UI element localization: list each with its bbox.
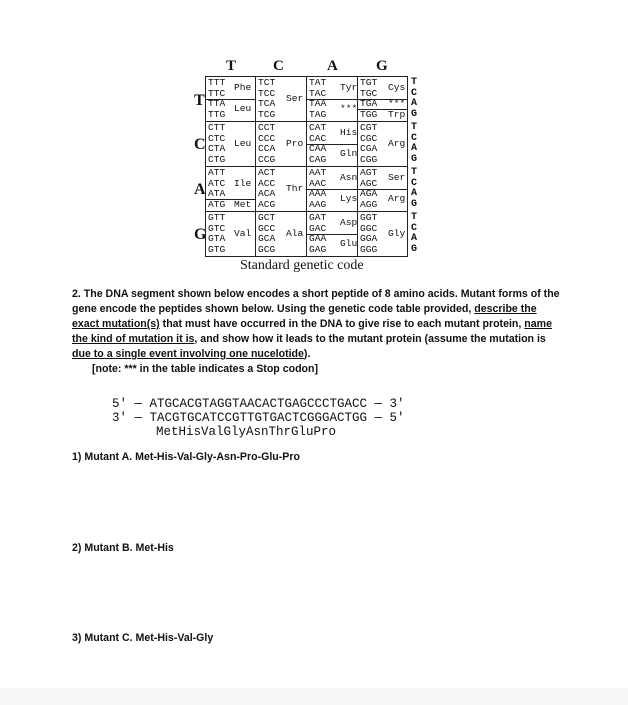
- right-base-label: A: [411, 233, 418, 244]
- table-caption: Standard genetic code: [240, 258, 364, 273]
- codon: CCA: [258, 143, 276, 154]
- amino-acid: Tyr: [340, 82, 358, 94]
- codon: CTG: [208, 153, 226, 165]
- codon: ATT: [208, 167, 226, 178]
- codon: GCC: [258, 222, 276, 234]
- left-base-label: A: [194, 181, 206, 198]
- codon-block: [358, 122, 408, 167]
- question-part2: that must have occurred in the DNA to give rise to each mutant protein,: [159, 318, 525, 330]
- codon: TGC: [360, 87, 378, 99]
- codon-block: [307, 122, 358, 167]
- amino-acid: Glu: [340, 238, 358, 250]
- amino-acid: Leu: [234, 137, 252, 149]
- codon: CAG: [309, 153, 327, 165]
- codon-block: [206, 167, 256, 212]
- codon: TCA: [258, 98, 276, 109]
- codon: TTA: [208, 98, 226, 109]
- codon: GTG: [208, 243, 226, 255]
- amino-acid: Thr: [286, 182, 304, 194]
- codon: CGT: [360, 122, 378, 133]
- codon: GGT: [360, 212, 378, 223]
- amino-acid: Asn: [340, 172, 358, 184]
- codon: TAA: [309, 98, 327, 109]
- right-base-label: A: [411, 143, 418, 154]
- mutant-c-label: 3) Mutant C. Met-His-Val-Gly: [72, 632, 214, 644]
- question-part3: , and show how it leads to the mutant protein (assume the mutation is: [194, 333, 546, 345]
- codon-block: [206, 212, 256, 257]
- codon: AAG: [309, 198, 327, 210]
- codon: AGT: [360, 167, 378, 178]
- codon-block: [358, 212, 408, 257]
- right-base-label: C: [411, 177, 418, 189]
- codon: GGG: [360, 243, 378, 255]
- codon: GGC: [360, 222, 378, 234]
- codon: AGA: [360, 188, 378, 199]
- codon: GTC: [208, 222, 226, 234]
- codon: CCT: [258, 122, 276, 133]
- codon: AAA: [309, 188, 327, 199]
- amino-acid: Arg: [388, 137, 406, 149]
- codon: TCT: [258, 77, 276, 88]
- left-base-label: G: [194, 226, 207, 243]
- right-base-label: T: [411, 167, 418, 178]
- amino-acid: Ile: [234, 177, 252, 189]
- top-base-label: C: [273, 58, 284, 74]
- codon: ATA: [208, 188, 226, 199]
- codon: TGG: [360, 108, 378, 120]
- codon: TAG: [309, 108, 327, 120]
- amino-acid: Asp: [340, 217, 358, 229]
- right-base-label: T: [411, 122, 418, 133]
- amino-acid: Val: [234, 227, 252, 239]
- codon: AAT: [309, 167, 327, 178]
- codon-block: [206, 77, 256, 122]
- right-base-label: A: [411, 98, 418, 109]
- peptide-sequence: MetHisValGlyAsnThrGluPro: [156, 425, 337, 439]
- codon: CCC: [258, 132, 276, 144]
- codon-group-divider: [307, 144, 357, 145]
- amino-acid: Ser: [388, 172, 406, 184]
- amino-acid: Cys: [388, 82, 406, 94]
- codon: GCG: [258, 243, 276, 255]
- codon: CCG: [258, 153, 276, 165]
- codon-block: [307, 212, 358, 257]
- mutant-a-label: 1) Mutant A. Met-His-Val-Gly-Asn-Pro-Glu-Pro: [72, 451, 300, 463]
- codon: AGG: [360, 198, 378, 210]
- codon: GAT: [309, 212, 327, 223]
- codon: ACC: [258, 177, 276, 189]
- amino-acid: Ala: [286, 227, 304, 239]
- codon: GAG: [309, 243, 327, 255]
- codon-block: [307, 167, 358, 212]
- codon-group-divider: [307, 189, 357, 190]
- codon: GTT: [208, 212, 226, 223]
- codon: TCC: [258, 87, 276, 99]
- codon: ACG: [258, 198, 276, 210]
- codon-group-divider: [307, 234, 357, 235]
- mutant-b-label: 2) Mutant B. Met-His: [72, 542, 174, 554]
- codon-block: [358, 77, 408, 122]
- codon-block: [256, 212, 307, 257]
- codon-group-divider: [358, 189, 407, 190]
- question-note: [note: *** in the table indicates a Stop codon]: [92, 363, 319, 375]
- codon: ACA: [258, 188, 276, 199]
- codon: AGC: [360, 177, 378, 189]
- codon: GAA: [309, 233, 327, 244]
- amino-acid: Pro: [286, 137, 304, 149]
- codon: CAT: [309, 122, 327, 133]
- codon: CAA: [309, 143, 327, 154]
- right-base-label: C: [411, 87, 418, 99]
- amino-acid: Phe: [234, 82, 252, 94]
- codon-block: [256, 122, 307, 167]
- codon: CTT: [208, 122, 226, 133]
- left-base-label: C: [194, 136, 206, 153]
- right-base-label: A: [411, 188, 418, 199]
- codon-block: [256, 167, 307, 212]
- codon: CGC: [360, 132, 378, 144]
- codon: CTA: [208, 143, 226, 154]
- dna-coding-strand: 5' — ATGCACGTAGGTAACACTGAGCCCTGACC — 3': [112, 397, 405, 411]
- right-base-label: G: [411, 198, 418, 210]
- right-base-label: G: [411, 153, 418, 165]
- amino-acid: Gln: [340, 148, 358, 160]
- right-base-label: G: [411, 108, 418, 120]
- amino-acid: His: [340, 127, 358, 139]
- codon-block: [358, 167, 408, 212]
- codon-block: [256, 77, 307, 122]
- page-footer-band: [0, 688, 628, 705]
- right-base-label: T: [411, 212, 418, 223]
- top-base-label: T: [226, 58, 237, 74]
- codon: TAT: [309, 77, 327, 88]
- codon: TGA: [360, 98, 378, 109]
- codon: TAC: [309, 87, 327, 99]
- dna-template-strand: 3' — TACGTGCATCCGTTGTGACTCGGGACTGG — 5': [112, 411, 405, 425]
- codon: GGA: [360, 233, 378, 244]
- amino-acid: Lys: [340, 193, 358, 205]
- codon: ATG: [208, 198, 226, 210]
- codon: CAC: [309, 132, 327, 144]
- top-base-label: A: [327, 58, 338, 74]
- amino-acid: ***: [340, 103, 358, 115]
- amino-acid: Trp: [388, 108, 406, 120]
- right-base-label: C: [411, 132, 418, 144]
- right-base-label: G: [411, 243, 418, 255]
- question-part1: 2. The DNA segment shown below encodes a short peptide of 8 amino acids. Mutant forms of the gene encode the peptides shown below. Using the genetic code table provided,: [72, 288, 560, 315]
- codon: TCG: [258, 108, 276, 120]
- codon: CGA: [360, 143, 378, 154]
- amino-acid: Gly: [388, 227, 406, 239]
- question-text: [72, 287, 562, 362]
- question-part4: ).: [303, 348, 311, 360]
- right-base-label: T: [411, 77, 418, 88]
- codon: TTC: [208, 87, 226, 99]
- codon: AAC: [309, 177, 327, 189]
- codon: GCT: [258, 212, 276, 223]
- codon: GTA: [208, 233, 226, 244]
- codon: CTC: [208, 132, 226, 144]
- codon-block: [206, 122, 256, 167]
- codon-group-divider: [206, 99, 255, 100]
- amino-acid: Met: [234, 198, 252, 210]
- codon: TGT: [360, 77, 378, 88]
- codon: TTT: [208, 77, 226, 88]
- codon: ATC: [208, 177, 226, 189]
- codon-grid: [205, 76, 408, 257]
- codon: ACT: [258, 167, 276, 178]
- question-underline-2: name the kind of mutation it is: [72, 318, 552, 345]
- amino-acid: Leu: [234, 103, 252, 115]
- left-base-label: T: [194, 92, 205, 109]
- amino-acid: ***: [388, 98, 406, 109]
- codon-block: [307, 77, 358, 122]
- amino-acid: Ser: [286, 92, 304, 104]
- codon-group-divider: [307, 99, 357, 100]
- codon: GCA: [258, 233, 276, 244]
- question-underline-1: describe the exact mutation(s): [72, 303, 537, 330]
- codon: CGG: [360, 153, 378, 165]
- codon: GAC: [309, 222, 327, 234]
- amino-acid: Arg: [388, 193, 406, 205]
- top-base-label: G: [376, 58, 388, 74]
- codon: TTG: [208, 108, 226, 120]
- right-base-label: C: [411, 222, 418, 234]
- question-underline-3: due to a single event involving one nucelotide: [72, 348, 304, 360]
